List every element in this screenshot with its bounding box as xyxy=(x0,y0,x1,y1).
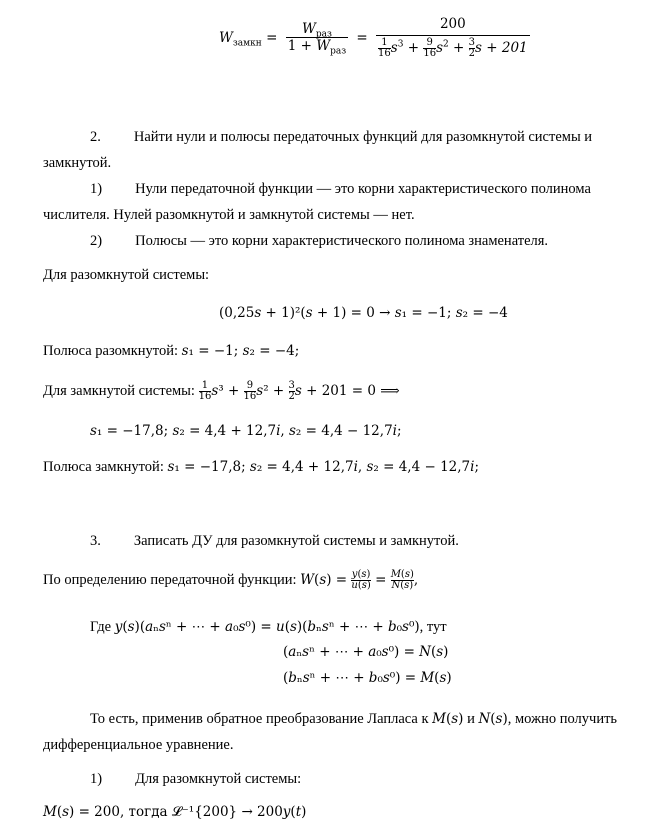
where-label: Где xyxy=(90,619,115,635)
closed-roots-equation: 𝑠₁ = −17,8; 𝑠₂ = 4,4 + 12,7𝑖, 𝑠₂ = 4,4 − 12,7𝑖; xyxy=(90,423,402,439)
s-squared: s xyxy=(436,39,444,56)
m-of-s: 𝑀(𝑠) xyxy=(390,569,414,580)
item-2-text: Найти нули и полюсы передаточных функций для разомкнутой системы и xyxy=(133,129,593,145)
inverse-text-b: , можно получить xyxy=(507,711,618,727)
definition-label: По определению передаточной функции: xyxy=(43,572,301,588)
item-3-text: Записать ДУ для разомкнутой системы и замкнутой. xyxy=(133,533,459,549)
item-2-2-text: Полюсы — это корни характеристического полинома знаменателя. xyxy=(135,233,549,249)
cc-f3-num: 3 xyxy=(288,380,295,391)
f1-num: 1 xyxy=(381,36,388,48)
one-plus: 1 + xyxy=(287,37,317,54)
equals-sign-2: = xyxy=(356,29,368,46)
item-3 xyxy=(90,532,459,550)
open-poles-line xyxy=(43,342,299,360)
n-equation: (𝑎ₙ𝑠ⁿ + ⋯ + 𝑎₀𝑠⁰) = 𝑁(𝑠) xyxy=(283,644,449,660)
equals-sign: = xyxy=(266,29,278,46)
w-symbol: W xyxy=(219,29,233,46)
f3-num: 3 xyxy=(468,36,476,48)
open-poles-equation: (0,25𝑠 + 1)²(𝑠 + 1) = 0 → 𝑠₁ = −1; 𝑠₂ = −4 xyxy=(219,305,508,321)
u-of-s: 𝑢(𝑠) xyxy=(351,580,371,591)
y-of-s: 𝑦(𝑠) xyxy=(351,569,371,580)
cc-f2-num: 9 xyxy=(246,380,254,391)
n-of-s: 𝑁(𝑠) xyxy=(391,580,414,591)
closed-poles-math: 𝑠₁ = −17,8; 𝑠₂ = 4,4 + 12,7𝑖, 𝑠₂ = 4,4 − 12,7𝑖; xyxy=(167,459,480,475)
inverse-and: и xyxy=(463,711,479,727)
inverse-m: 𝑀(𝑠) xyxy=(432,711,464,727)
f3-den: 2 xyxy=(468,47,476,59)
cc-f2-den: 16 xyxy=(243,391,257,402)
w-of-s: 𝑊(𝑠) = xyxy=(300,572,352,588)
tail-term: s + 201 xyxy=(475,39,528,56)
item-2-number: 2. xyxy=(90,129,101,145)
w-den: W xyxy=(316,37,331,54)
item-2-1-cont: числителя. Нулей разомкнутой и замкнутой системы — нет. xyxy=(43,207,415,223)
closed-system-label: Для замкнутой системы: xyxy=(43,383,199,399)
closed-poles-label: Полюса замкнутой: xyxy=(43,459,168,475)
cc-f1-num: 1 xyxy=(201,380,209,391)
where-tail: , тут xyxy=(419,619,447,635)
item-2-1-number: 1) xyxy=(90,181,103,197)
closed-loop-transfer-equation xyxy=(219,18,530,59)
inverse-laplace-cont: дифференциальное уравнение. xyxy=(43,737,234,753)
item-3-1 xyxy=(90,770,301,788)
closed-poles-line xyxy=(43,458,479,476)
pow-2: 2 xyxy=(443,39,449,49)
sub-closed: замкн xyxy=(232,38,262,49)
plus-1: + xyxy=(403,39,424,56)
open-poles-math: 𝑠₁ = −1; 𝑠₂ = −4; xyxy=(181,343,300,359)
closed-char-line xyxy=(43,378,400,404)
open-system-label: Для разомкнутой системы: xyxy=(43,267,210,283)
f2-den: 16 xyxy=(423,47,437,59)
definition-line xyxy=(43,566,418,594)
inverse-n: 𝑁(𝑠) xyxy=(478,711,508,727)
item-2-2-number: 2) xyxy=(90,233,103,249)
cc-f1-den: 16 xyxy=(198,391,212,402)
numerator-200: 200 xyxy=(439,16,466,32)
item-2-1 xyxy=(90,180,591,198)
plus-2: + xyxy=(448,39,469,56)
sub-open-den: раз xyxy=(330,46,347,57)
cc-term-c: 𝑠 + 201 = 0 ⟹ xyxy=(294,383,400,399)
item-3-number: 3. xyxy=(90,533,101,549)
sub-open-num: раз xyxy=(315,29,332,40)
cc-term-b: 𝑠² + xyxy=(256,383,289,399)
m-equation: (𝑏ₙ𝑠ⁿ + ⋯ + 𝑏₀𝑠⁰) = 𝑀(𝑠) xyxy=(283,670,452,686)
open-poles-label: Полюса разомкнутой: xyxy=(43,343,182,359)
f2-num: 9 xyxy=(426,36,433,48)
item-2-cont: замкнутой. xyxy=(43,155,112,171)
w-num: W xyxy=(301,21,316,38)
open-over-one-plus-open-fraction xyxy=(286,21,348,57)
f1-den: 16 xyxy=(378,47,391,59)
inverse-laplace-line xyxy=(90,710,617,728)
item-2 xyxy=(90,128,592,146)
where-math: 𝑦(𝑠)(𝑎ₙ𝑠ⁿ + ⋯ + 𝑎₀𝑠⁰) = 𝑢(𝑠)(𝑏ₙ𝑠ⁿ + ⋯ + 𝑏₀𝑠⁰) xyxy=(114,619,420,635)
cc-f3-den: 2 xyxy=(288,391,295,402)
item-3-1-number: 1) xyxy=(90,771,103,787)
cut-off-line: 𝑀(𝑠) = 200, тогда 𝓛⁻¹{200} → 200𝑦(𝑡) xyxy=(43,804,307,820)
item-3-1-text: Для разомкнутой системы: xyxy=(135,771,302,787)
s-cubed: s xyxy=(390,39,398,56)
where-line xyxy=(90,618,447,636)
numeric-fraction xyxy=(376,18,530,59)
item-2-2 xyxy=(90,232,548,250)
item-2-1-text: Нули передаточной функции — это корни характеристического полинома xyxy=(135,181,591,197)
pow-3: 3 xyxy=(397,39,404,49)
def-equals: = xyxy=(370,572,391,588)
cc-term-a: 𝑠³ + xyxy=(211,383,244,399)
inverse-text-a: То есть, применив обратное преобразование Лапласа к xyxy=(90,711,433,727)
def-comma: , xyxy=(413,572,419,588)
